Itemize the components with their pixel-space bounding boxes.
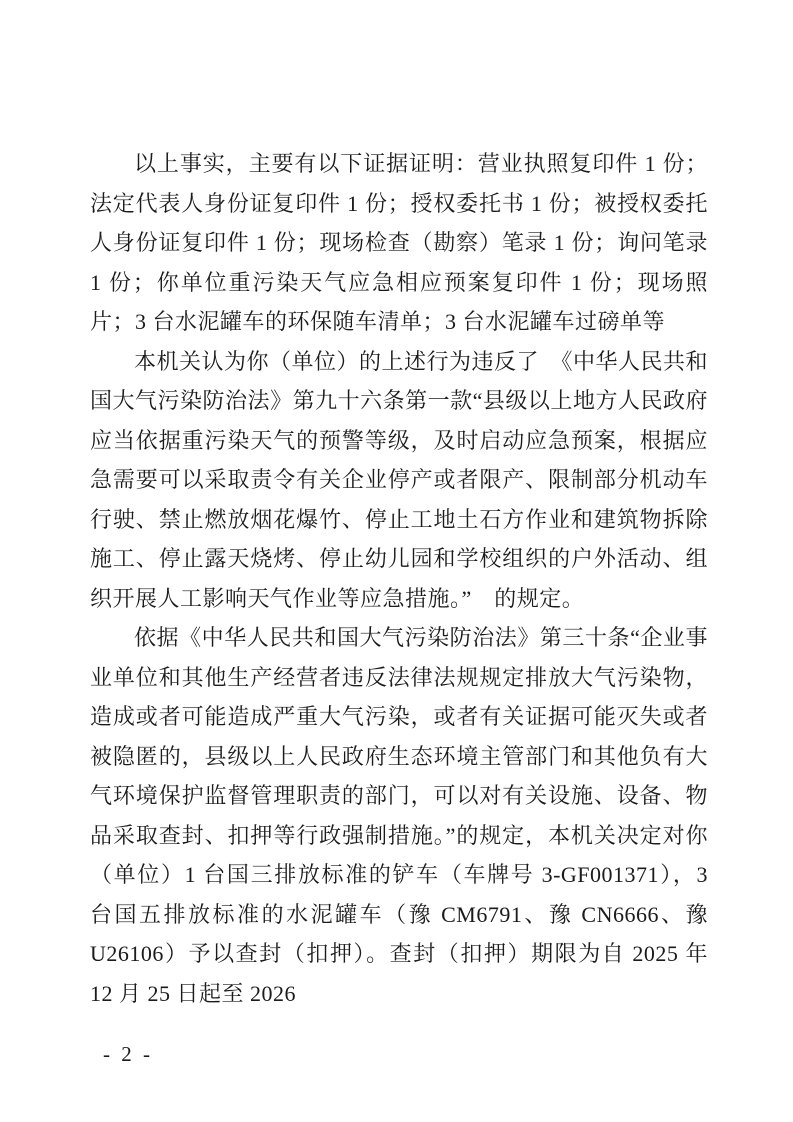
paragraph-evidence-list: 以上事实，主要有以下证据证明：营业执照复印件 1 份；法定代表人身份证复印件 1 份；授权委托书 1 份；被授权委托人身份证复印件 1 份；现场检查（勘察）笔录 1 份；询问笔录 1 份；你单位重污染天气应急相应预案复印件 1 份；现场照片；3 台水泥罐车的环保随车清单；3 台水泥罐车过磅单等 — [90, 151, 708, 334]
page-number: - 2 - — [103, 1042, 153, 1066]
document-body — [90, 144, 708, 1013]
paragraph-seizure-decision: 依据《中华人民共和国大气污染防治法》第三十条“企业事业单位和其他生产经营者违反法律法规规定排放大气污染物，造成或者可能造成严重大气污染，或者有关证据可能灭失或者被隐匿的，县级以上人民政府生态环境主管部门和其他负有大气环境保护监督管理职责的部门，可以对有关设施、设备、物品采取查封、扣押等行政强制措施。”的规定，本机关决定对你（单位）1 台国三排放标准的铲车（车牌号 3-GF001371），3 台国五排放标准的水泥罐车（豫 CM6791、豫 CN6666、豫 U26106）予以查封（扣押）。查封（扣押）期限为自 2025 年 12 月 25 日起至 2026 — [90, 625, 708, 1006]
paragraph-violation-finding: 本机关认为你（单位）的上述行为违反了 《中华人民共和国大气污染防治法》第九十六条第一款“县级以上地方人民政府应当依据重污染天气的预警等级，及时启动应急预案，根据应急需要可以采取责令有关企业停产或者限产、限制部分机动车行驶、禁止燃放烟花爆竹、停止工地土石方作业和建筑物拆除施工、停止露天烧烤、停止幼儿园和学校组织的户外活动、组织开展人工影响天气作业等应急措施。” 的规定。 — [90, 348, 709, 611]
